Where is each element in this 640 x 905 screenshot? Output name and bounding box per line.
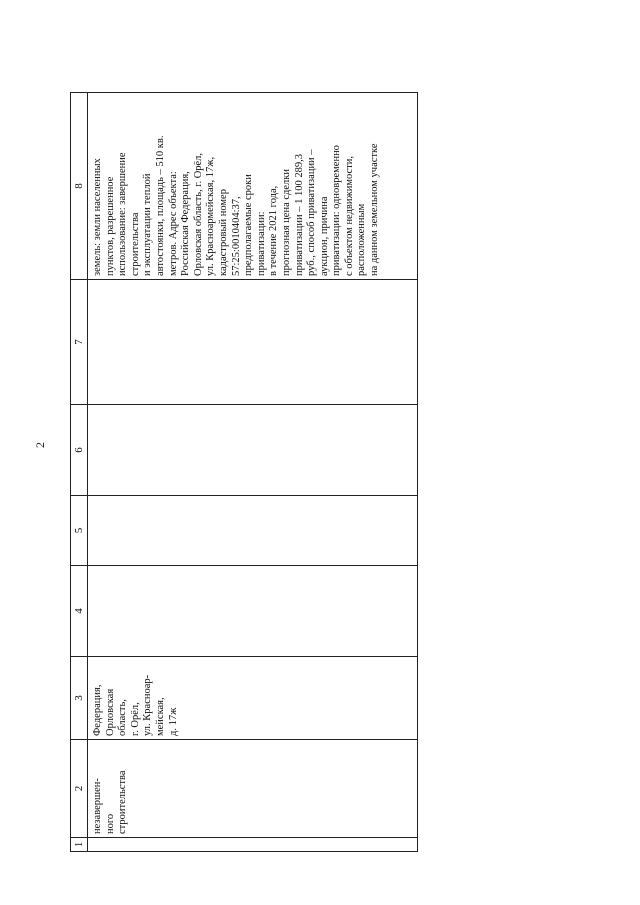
cell-col6 — [88, 405, 417, 496]
table-row — [88, 92, 418, 852]
header-cell-7: 7 — [71, 280, 87, 405]
cell-object-type: незавершен- ного строительства — [88, 740, 417, 838]
cell-description: земель: земли населенных пунктов, разрешенное использование: завершение строительства и эксплуатации теплой автостоянки, площадь – 510 кв. метров. Адрес объекта: Российская Федерация, Орловская область, г. Орёл, ул. Красноармейская, 17ж, кадастровый номер 57:25:0010404:37, предполагаемые сроки приватизации: в течение 2021 года, прогнозная цена сделки приватизации – 1 100 289,3 руб., способ приватизации – аукцион, причина приватизации: одновременно с объектом недвижимости, расположенным на данном земельном участке — [88, 92, 417, 280]
page-number: 2 — [33, 442, 47, 448]
header-cell-5: 5 — [71, 496, 87, 566]
header-cell-3: 3 — [71, 657, 87, 740]
header-cell-1: 1 — [71, 838, 87, 852]
header-cell-6: 6 — [71, 405, 87, 496]
cell-col5 — [88, 496, 417, 566]
cell-col1 — [88, 838, 417, 852]
cell-col4 — [88, 566, 417, 657]
cell-col7 — [88, 280, 417, 405]
header-cell-8: 8 — [71, 92, 87, 280]
table-header-row — [70, 92, 88, 852]
table-grid — [70, 92, 418, 852]
document-table — [70, 92, 418, 852]
header-cell-2: 2 — [71, 740, 87, 838]
cell-address: Федерация, Орловская область, г. Орёл, ул. Краснoар- мейская, д. 17ж — [88, 657, 417, 740]
header-cell-4: 4 — [71, 566, 87, 657]
